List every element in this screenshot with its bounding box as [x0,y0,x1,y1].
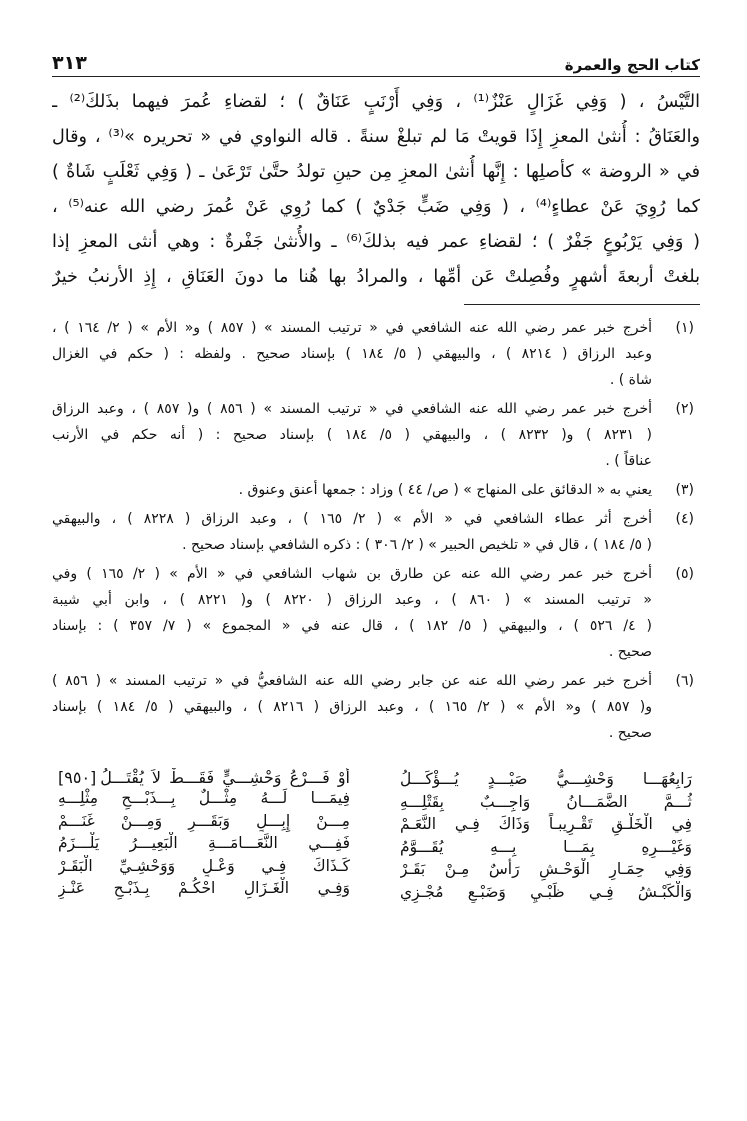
footnote-number: (٣) [675,482,694,498]
poem-block [52,768,700,903]
footnote-line: أخرج خبر عمر رضي الله عنه الشافعي في « ترتيب المسند » ( ٨٥٦ ) و( ٨٥٧ ) ، وعبد الرزاق [52,401,652,417]
poem-first-hemistichs [400,768,692,903]
footnote-line: عناقاً ) . [605,453,652,469]
verse-first-row [58,768,350,787]
hemistich: رَابِعُهَـــا وَحْشِـــيُّ صَيْـــدٍ يُـــؤْكَـــلُ [400,770,692,788]
footnote-number: (٢) [675,401,694,417]
footnote-number: (٦) [675,673,694,689]
footnote-line: أخرج خبر عمر رضي الله عنه عن طارق بن شهاب الشافعي في « الأم » ( ٢/ ١٦٥ ) وفي [52,566,652,582]
text-line: ( وَفِي يَرْبُوعٍ جَفْرٌ ) ؛ لقضاءِ عمر فيه بذلكَ⁽⁶⁾ ـ والأُنثىٰ جَفْرةٌ : وهي أنثى المعزِ إذا [52,232,700,252]
hemistich: ثُـــمَّ الضَّمَـــانُ وَاجِـــبٌ بِقَتْلِـــهِ [400,792,692,811]
hemistich: وَفِـي الْغَـزَالِ احْكُـمْ بِـذَبْـحِ عَنْـزِ [58,879,350,897]
hemistich: كَـذَاكَ فِـي وَعْـلٍ وَوَحْشِـيِّ الْبَقَـرْ [58,856,350,875]
footnote-line: ( ٥/ ١٨٤ ) ، قال في « تلخيص الحبير » ( ٢/ ٣٠٦ ) : ذكره الشافعي بإسناد صحيح . [182,537,652,553]
hemistich: وَفِي حِمَـارِ الْوَحْـشِ رَأْسٌ مِـنْ بَقَـرْ [400,860,692,878]
footnote-number: (١) [675,320,694,336]
verse-number: [٩٥٠] [58,768,97,787]
chapter-title: كتاب الحج والعمرة [564,56,700,74]
footnote [52,315,694,393]
hemistich: أَوْ فَـــرْعُ وَحْشِـــيٍّ فَقَـــطْ لاَ يُقْتَـــلُ [100,768,350,787]
footnote-line: شاة ) . [609,372,652,388]
footnote-line: صحيح . [608,725,652,741]
footnote-line: صحيح . [608,644,652,660]
footnote-line: ( ٨٢٣١ ) و( ٨٢٣٢ ) ، والبيهقي ( ٥/ ١٨٤ ) بإسناد صحيح : ( أنه حكم في الأرنب [52,427,652,443]
text-line: في « الروضة » كأصلِها : إِنَّها أُنثىٰ المعزِ مِن حينِ تولدُ حتَّىٰ تَرْعَىٰ ـ ( وَفِي ثَعْلَبٍ شَاةٌ ) [52,162,700,182]
footnote-line: ( ٤/ ٥٢٦ ) ، والبيهقي ( ٥/ ١٨٢ ) ، قال عنه في « المجموع » ( ٧/ ٣٥٧ ) : بإسناد [52,618,652,634]
hemistich: فَفِـــي النَّعَـــامَـــةِ الْبَعِيـــرُ يَلْـــزَمُ [58,834,350,852]
page-header [52,38,700,77]
footnote [52,477,694,503]
footnote [52,396,694,474]
footnote-line: وعبد الرزاق ( ٨٢١٤ ) ، والبيهقي ( ٥/ ١٨٤ ) بإسناد صحيح . ولفظه : ( حكم في الغزال [52,346,652,362]
hemistich: فِيمَـــا لَـــهُ مِثْـــلٌ بِـــذَبْـــحِ مِثْلِـــهِ [58,789,350,807]
hemistich: وَالْكَبْـشُ فِـي ظَبْـيٍ وَضَبْـعٍ مُجْـزِي [400,882,692,901]
footnote [52,506,694,558]
footnote-line: أخرج خبر عمر رضي الله عنه عن جابر رضي الله عنه الشافعيُّ في « ترتيب المسند » ( ٨٥٦ ) [52,673,652,689]
text-line: التَّيْسُ ، ( وَفِي غَزَالٍ عَنْزٌ⁽¹⁾ ، وَفِي أَرْنَبٍ عَنَاقٌ ) ؛ لقضاءِ عُمرَ فيهما بذَلكَ⁽²⁾ ـ [52,92,700,112]
footnote-line: أخرج خبر عمر رضي الله عنه الشافعي في « ترتيب المسند » ( ٨٥٧ ) و« الأم » ( ٢/ ١٦٤ ) ، [52,320,652,336]
poem-second-hemistichs [58,768,350,903]
footnote-line: و( ٨٥٧ ) و« الأم » ( ٢/ ١٦٥ ) ، وعبد الرزاق ( ٨٢١٦ ) ، والبيهقي ( ٥/ ١٨٤ ) بإسناد [52,699,652,715]
hemistich: مِـــنْ إِبِـــلٍ وَبَقَـــرٍ وَمِـــنْ غَنَـــمْ [58,811,350,830]
footnote-number: (٥) [675,566,694,582]
footnote-number: (٤) [675,511,694,527]
footnote-divider [464,304,700,305]
footnote-line: يعني به « الدقائق على المنهاج » ( ص/ ٤٤ ) وزاد : جمعها أعنق وعنوق . [238,482,652,498]
footnote [52,668,694,746]
text-line: كما رُوِيَ عَنْ عطاءٍ⁽⁴⁾ ، ( وَفِي ضَبٍّ جَدْيٌ ) كما رُوِي عَنْ عُمرَ رضي الله عنه⁽⁵⁾ ، [52,197,700,217]
text-line: بلغتْ أربعةَ أشهرٍ وفُصِلتْ عَن أمِّها ، والمرادُ بها هُنا ما دونَ العَنَاقِ ، إِذِ الأرنبُ خيرٌ [52,267,700,287]
main-text [52,85,700,295]
text-line: والعَنَاقُ : أُنثىٰ المعزِ إِذَا قويتْ مَا لم تبلغْ سنةً . قاله النواوي في « تحريره »⁽³⁾ ، وقال [52,127,700,147]
footnotes [52,315,700,746]
book-page [52,38,700,903]
hemistich: وَغَيْـــرِهِ بِمَـــا بِـــهِ يُقَـــوَّمُ [400,837,692,856]
page-number: ٣١٣ [52,52,87,74]
hemistich: فِي الْخَلْـقِ تَقْـرِيبـاً وَذَاكَ فِـي النَّعَـمْ [400,815,692,833]
footnote-line: أخرج أثر عطاء الشافعي في « الأم » ( ٢/ ١٦٥ ) ، وعبد الرزاق ( ٨٢٢٨ ) ، والبيهقي [52,511,652,527]
footnote [52,561,694,665]
footnote-line: « ترتيب المسند » ( ٨٦٠ ) ، وعبد الرزاق ( ٨٢٢٠ ) و( ٨٢٢١ ) ، وابن أبي شيبة [52,592,652,608]
